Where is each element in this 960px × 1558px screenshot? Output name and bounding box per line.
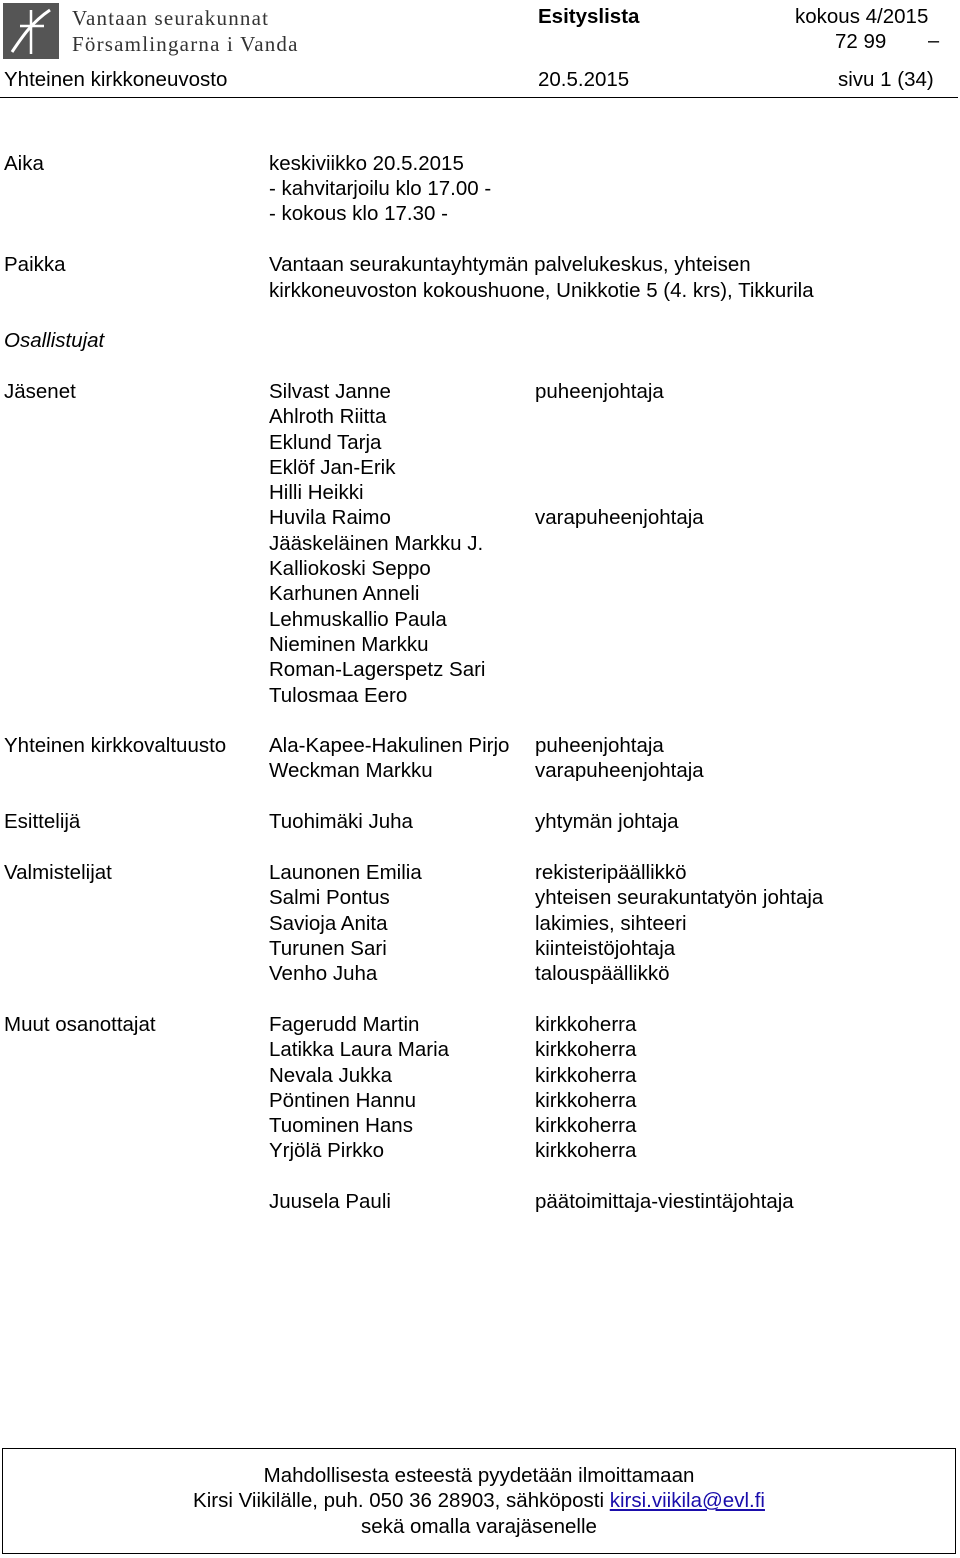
document-type: Esityslista: [538, 5, 640, 28]
member-name: Nieminen Markku: [269, 632, 429, 656]
member-role: yhtymän johtaja: [535, 810, 679, 833]
member-name: Savioja Anita: [269, 911, 388, 935]
header-divider: [0, 97, 958, 98]
meeting-number: kokous 4/2015: [795, 5, 929, 28]
notice-line: sekä omalla varajäsenelle: [361, 1514, 597, 1538]
member-name: Tuominen Hans: [269, 1114, 413, 1138]
org-name-swedish: Församlingarna i Vanda: [72, 32, 299, 56]
member-name: Launonen Emilia: [269, 861, 422, 884]
paikka-line: kirkkoneuvoston kokoushuone, Unikkotie 5 (4. krs), Tikkurila: [269, 279, 814, 302]
member-name: Tulosmaa Eero: [269, 683, 408, 707]
jasenet-list: [269, 379, 486, 708]
member-role: kiinteistöjohtaja: [535, 936, 676, 960]
email-link[interactable]: kirsi.viikila@evl.fi: [609, 1489, 765, 1513]
esittelija-label: Esittelijä: [4, 810, 81, 833]
member-name: Fagerudd Martin: [269, 1013, 420, 1036]
muut-label: Muut osanottajat: [4, 1013, 156, 1036]
member-name: Juusela Pauli: [269, 1190, 391, 1213]
member-role: kirkkoherra: [535, 1038, 637, 1062]
aika-line: - kokous klo 17.30 -: [269, 202, 448, 225]
paikka-line: Vantaan seurakuntayhtymän palvelukeskus, yhteisen: [269, 253, 751, 276]
member-name: Ala-Kapee-Hakulinen Pirjo: [269, 734, 510, 757]
notice-line: Mahdollisesta esteestä pyydetään ilmoittamaan: [263, 1464, 695, 1487]
member-role: päätoimittaja-viestintäjohtaja: [535, 1190, 794, 1213]
member-role: kirkkoherra: [535, 1063, 637, 1087]
member-name: Ahlroth Riitta: [269, 405, 387, 429]
member-name: Nevala Jukka: [269, 1063, 393, 1087]
member-role: rekisteripäällikkö: [535, 861, 687, 884]
meeting-date: 20.5.2015: [538, 68, 630, 91]
body-name: Yhteinen kirkkoneuvosto: [4, 68, 228, 91]
muut-roles: [535, 1012, 636, 1164]
notice-contact-line: [3, 1488, 955, 1513]
member-name: Latikka Laura Maria: [269, 1038, 450, 1062]
absence-notice-box: [2, 1448, 956, 1554]
member-name: Yrjölä Pirkko: [269, 1139, 385, 1163]
member-role: kirkkoherra: [535, 1139, 637, 1163]
member-role: varapuheenjohtaja: [535, 506, 704, 529]
valmistelijat-label: Valmistelijat: [4, 861, 112, 884]
member-name: Turunen Sari: [269, 936, 387, 960]
member-name: Hilli Heikki: [269, 481, 364, 505]
org-name-finnish: Vantaan seurakunnat: [72, 6, 270, 30]
muut-names: [269, 1012, 449, 1164]
member-name: Huvila Raimo: [269, 506, 391, 530]
member-name: Kalliokoski Seppo: [269, 557, 431, 581]
section-range: 72 99: [835, 30, 887, 53]
jasenet-label: Jäsenet: [4, 380, 76, 403]
member-role: varapuheenjohtaja: [535, 759, 704, 782]
section-range-dash: –: [928, 30, 940, 52]
paikka-label: Paikka: [4, 253, 66, 276]
member-name: Weckman Markku: [269, 759, 433, 782]
member-role: yhteisen seurakuntatyön johtaja: [535, 886, 824, 910]
member-name: Lehmuskallio Paula: [269, 607, 447, 631]
aika-line: - kahvitarjoilu klo 17.00 -: [269, 177, 492, 200]
page-number: sivu 1 (34): [838, 68, 934, 91]
member-role: puheenjohtaja: [535, 734, 664, 757]
valmistelijat-roles: [535, 860, 823, 986]
osallistujat-heading: Osallistujat: [4, 329, 105, 352]
member-name: Jääskeläinen Markku J.: [269, 531, 484, 555]
member-name: Salmi Pontus: [269, 886, 390, 910]
aika-label: Aika: [4, 152, 44, 175]
valmistelijat-names: [269, 860, 422, 986]
member-name: Silvast Janne: [269, 380, 391, 403]
member-role: lakimies, sihteeri: [535, 911, 687, 935]
member-name: Pöntinen Hannu: [269, 1088, 417, 1112]
church-logo: [2, 2, 60, 60]
notice-contact-text: Kirsi Viikilälle, puh. 050 36 28903, sähköposti: [193, 1489, 610, 1513]
member-name: Tuohimäki Juha: [269, 810, 413, 833]
member-role: kirkkoherra: [535, 1114, 637, 1138]
aika-line: keskiviikko 20.5.2015: [269, 152, 464, 175]
member-role: talouspäällikkö: [535, 962, 670, 986]
member-name: Eklund Tarja: [269, 430, 382, 454]
member-name: Venho Juha: [269, 962, 378, 986]
member-role: kirkkoherra: [535, 1013, 637, 1036]
member-name: Eklöf Jan-Erik: [269, 455, 396, 479]
kirkkovaltuusto-label: Yhteinen kirkkovaltuusto: [4, 734, 227, 757]
member-name: Karhunen Anneli: [269, 582, 420, 606]
member-role: puheenjohtaja: [535, 380, 664, 403]
member-name: Roman-Lagerspetz Sari: [269, 658, 486, 682]
member-role: kirkkoherra: [535, 1088, 637, 1112]
